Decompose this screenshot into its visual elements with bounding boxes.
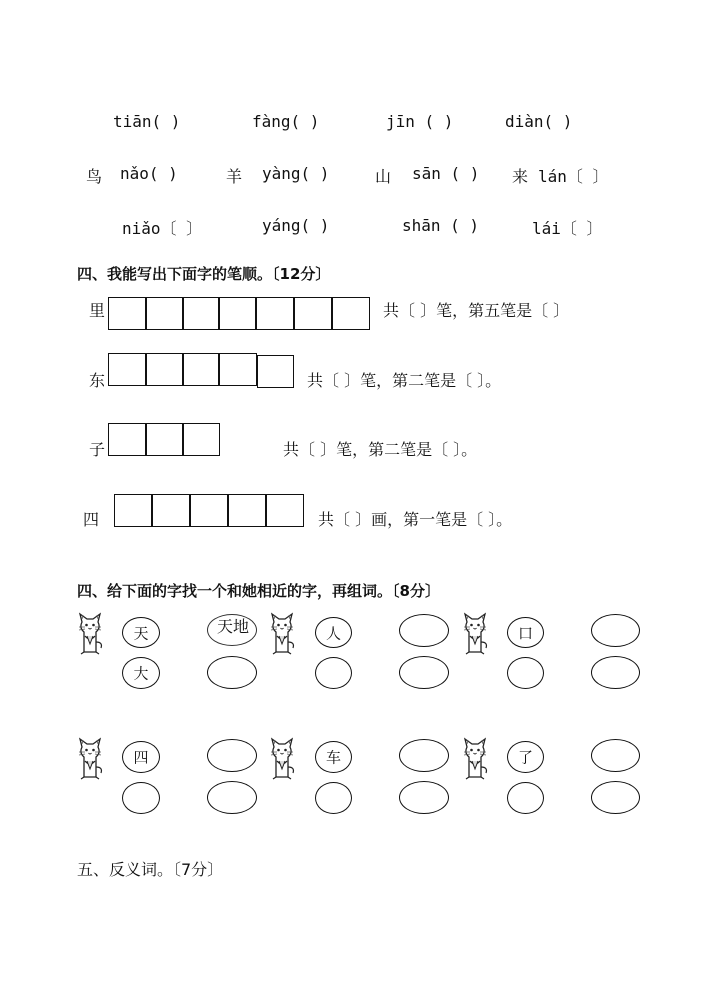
- pinyin-item: diàn( ): [505, 112, 573, 131]
- pinyin-item: fàng( ): [252, 112, 320, 131]
- pinyin-item: yàng( ): [262, 164, 330, 183]
- pinyin-item: lái〔 〕: [532, 219, 603, 238]
- char-circle: 车: [315, 741, 352, 773]
- stroke-box[interactable]: [219, 353, 257, 386]
- stroke-char: 东: [89, 371, 106, 390]
- stroke-char: 子: [89, 440, 106, 459]
- stroke-box[interactable]: [183, 423, 220, 456]
- stroke-question: 共〔 〕笔，第二笔是〔 〕。: [307, 371, 502, 390]
- answer-oval[interactable]: [591, 656, 640, 689]
- section-title: 四、我能写出下面字的笔顺。〔12分〕: [77, 265, 331, 283]
- stroke-box[interactable]: [146, 423, 183, 456]
- stroke-box[interactable]: [190, 494, 228, 527]
- answer-circle[interactable]: [122, 782, 160, 814]
- char-circle: 大: [122, 657, 160, 689]
- answer-oval[interactable]: [399, 739, 449, 772]
- answer-oval[interactable]: [591, 739, 640, 772]
- stroke-char: 四: [83, 510, 100, 529]
- hanzi-char: 鸟: [86, 167, 103, 186]
- example-word: 天地: [217, 617, 250, 636]
- cat-icon: [74, 612, 106, 656]
- hanzi-char: 来: [512, 167, 529, 186]
- pinyin-item: niǎo〔 〕: [122, 219, 203, 238]
- stroke-box[interactable]: [183, 297, 219, 330]
- pinyin-item: shān ( ): [402, 216, 480, 235]
- stroke-box[interactable]: [257, 355, 294, 388]
- hanzi-char: 山: [375, 167, 392, 186]
- answer-circle[interactable]: [315, 657, 352, 689]
- stroke-box[interactable]: [146, 353, 183, 386]
- char-circle: 人: [315, 617, 352, 648]
- stroke-box[interactable]: [294, 297, 332, 330]
- stroke-box[interactable]: [332, 297, 370, 330]
- answer-circle[interactable]: [315, 782, 352, 814]
- answer-oval[interactable]: [399, 781, 449, 814]
- stroke-box[interactable]: [152, 494, 190, 527]
- answer-oval[interactable]: [399, 614, 449, 647]
- section-title: 四、给下面的字找一个和她相近的字，再组词。〔8分〕: [77, 582, 440, 600]
- answer-oval[interactable]: [207, 614, 257, 646]
- pinyin-item: nǎo( ): [120, 164, 178, 183]
- pinyin-item: yáng( ): [262, 216, 330, 235]
- stroke-question: 共〔 〕画，第一笔是〔 〕。: [318, 510, 513, 529]
- answer-oval[interactable]: [591, 781, 640, 814]
- hanzi-char: 羊: [226, 167, 243, 186]
- pinyin-item: tiān( ): [113, 112, 181, 131]
- stroke-box[interactable]: [256, 297, 294, 330]
- char-circle: 四: [122, 741, 160, 773]
- answer-oval[interactable]: [591, 614, 640, 647]
- answer-oval[interactable]: [207, 656, 257, 689]
- pinyin-item: sān ( ): [412, 164, 480, 183]
- cat-icon: [266, 737, 298, 781]
- answer-oval[interactable]: [207, 739, 257, 772]
- section-title: 五、反义词。〔7分〕: [77, 860, 224, 879]
- pinyin-item: lán〔 〕: [538, 167, 609, 186]
- cat-icon: [459, 737, 491, 781]
- stroke-box[interactable]: [108, 297, 146, 330]
- answer-circle[interactable]: [507, 782, 544, 814]
- stroke-box[interactable]: [114, 494, 152, 527]
- stroke-box[interactable]: [108, 353, 146, 386]
- char-circle: 天: [122, 617, 160, 648]
- stroke-box[interactable]: [228, 494, 266, 527]
- stroke-box[interactable]: [266, 494, 304, 527]
- cat-icon: [459, 612, 491, 656]
- stroke-box[interactable]: [183, 353, 219, 386]
- stroke-question: 共〔 〕笔，第五笔是〔 〕: [383, 301, 570, 320]
- answer-circle[interactable]: [507, 657, 544, 689]
- answer-oval[interactable]: [207, 781, 257, 814]
- stroke-box[interactable]: [146, 297, 183, 330]
- char-circle: 口: [507, 617, 544, 648]
- answer-oval[interactable]: [399, 656, 449, 689]
- cat-icon: [266, 612, 298, 656]
- cat-icon: [74, 737, 106, 781]
- char-circle: 了: [507, 741, 544, 773]
- stroke-box[interactable]: [108, 423, 146, 456]
- stroke-char: 里: [89, 301, 106, 320]
- stroke-box[interactable]: [219, 297, 256, 330]
- pinyin-item: jīn ( ): [386, 112, 454, 131]
- stroke-question: 共〔 〕笔，第二笔是〔 〕。: [283, 440, 478, 459]
